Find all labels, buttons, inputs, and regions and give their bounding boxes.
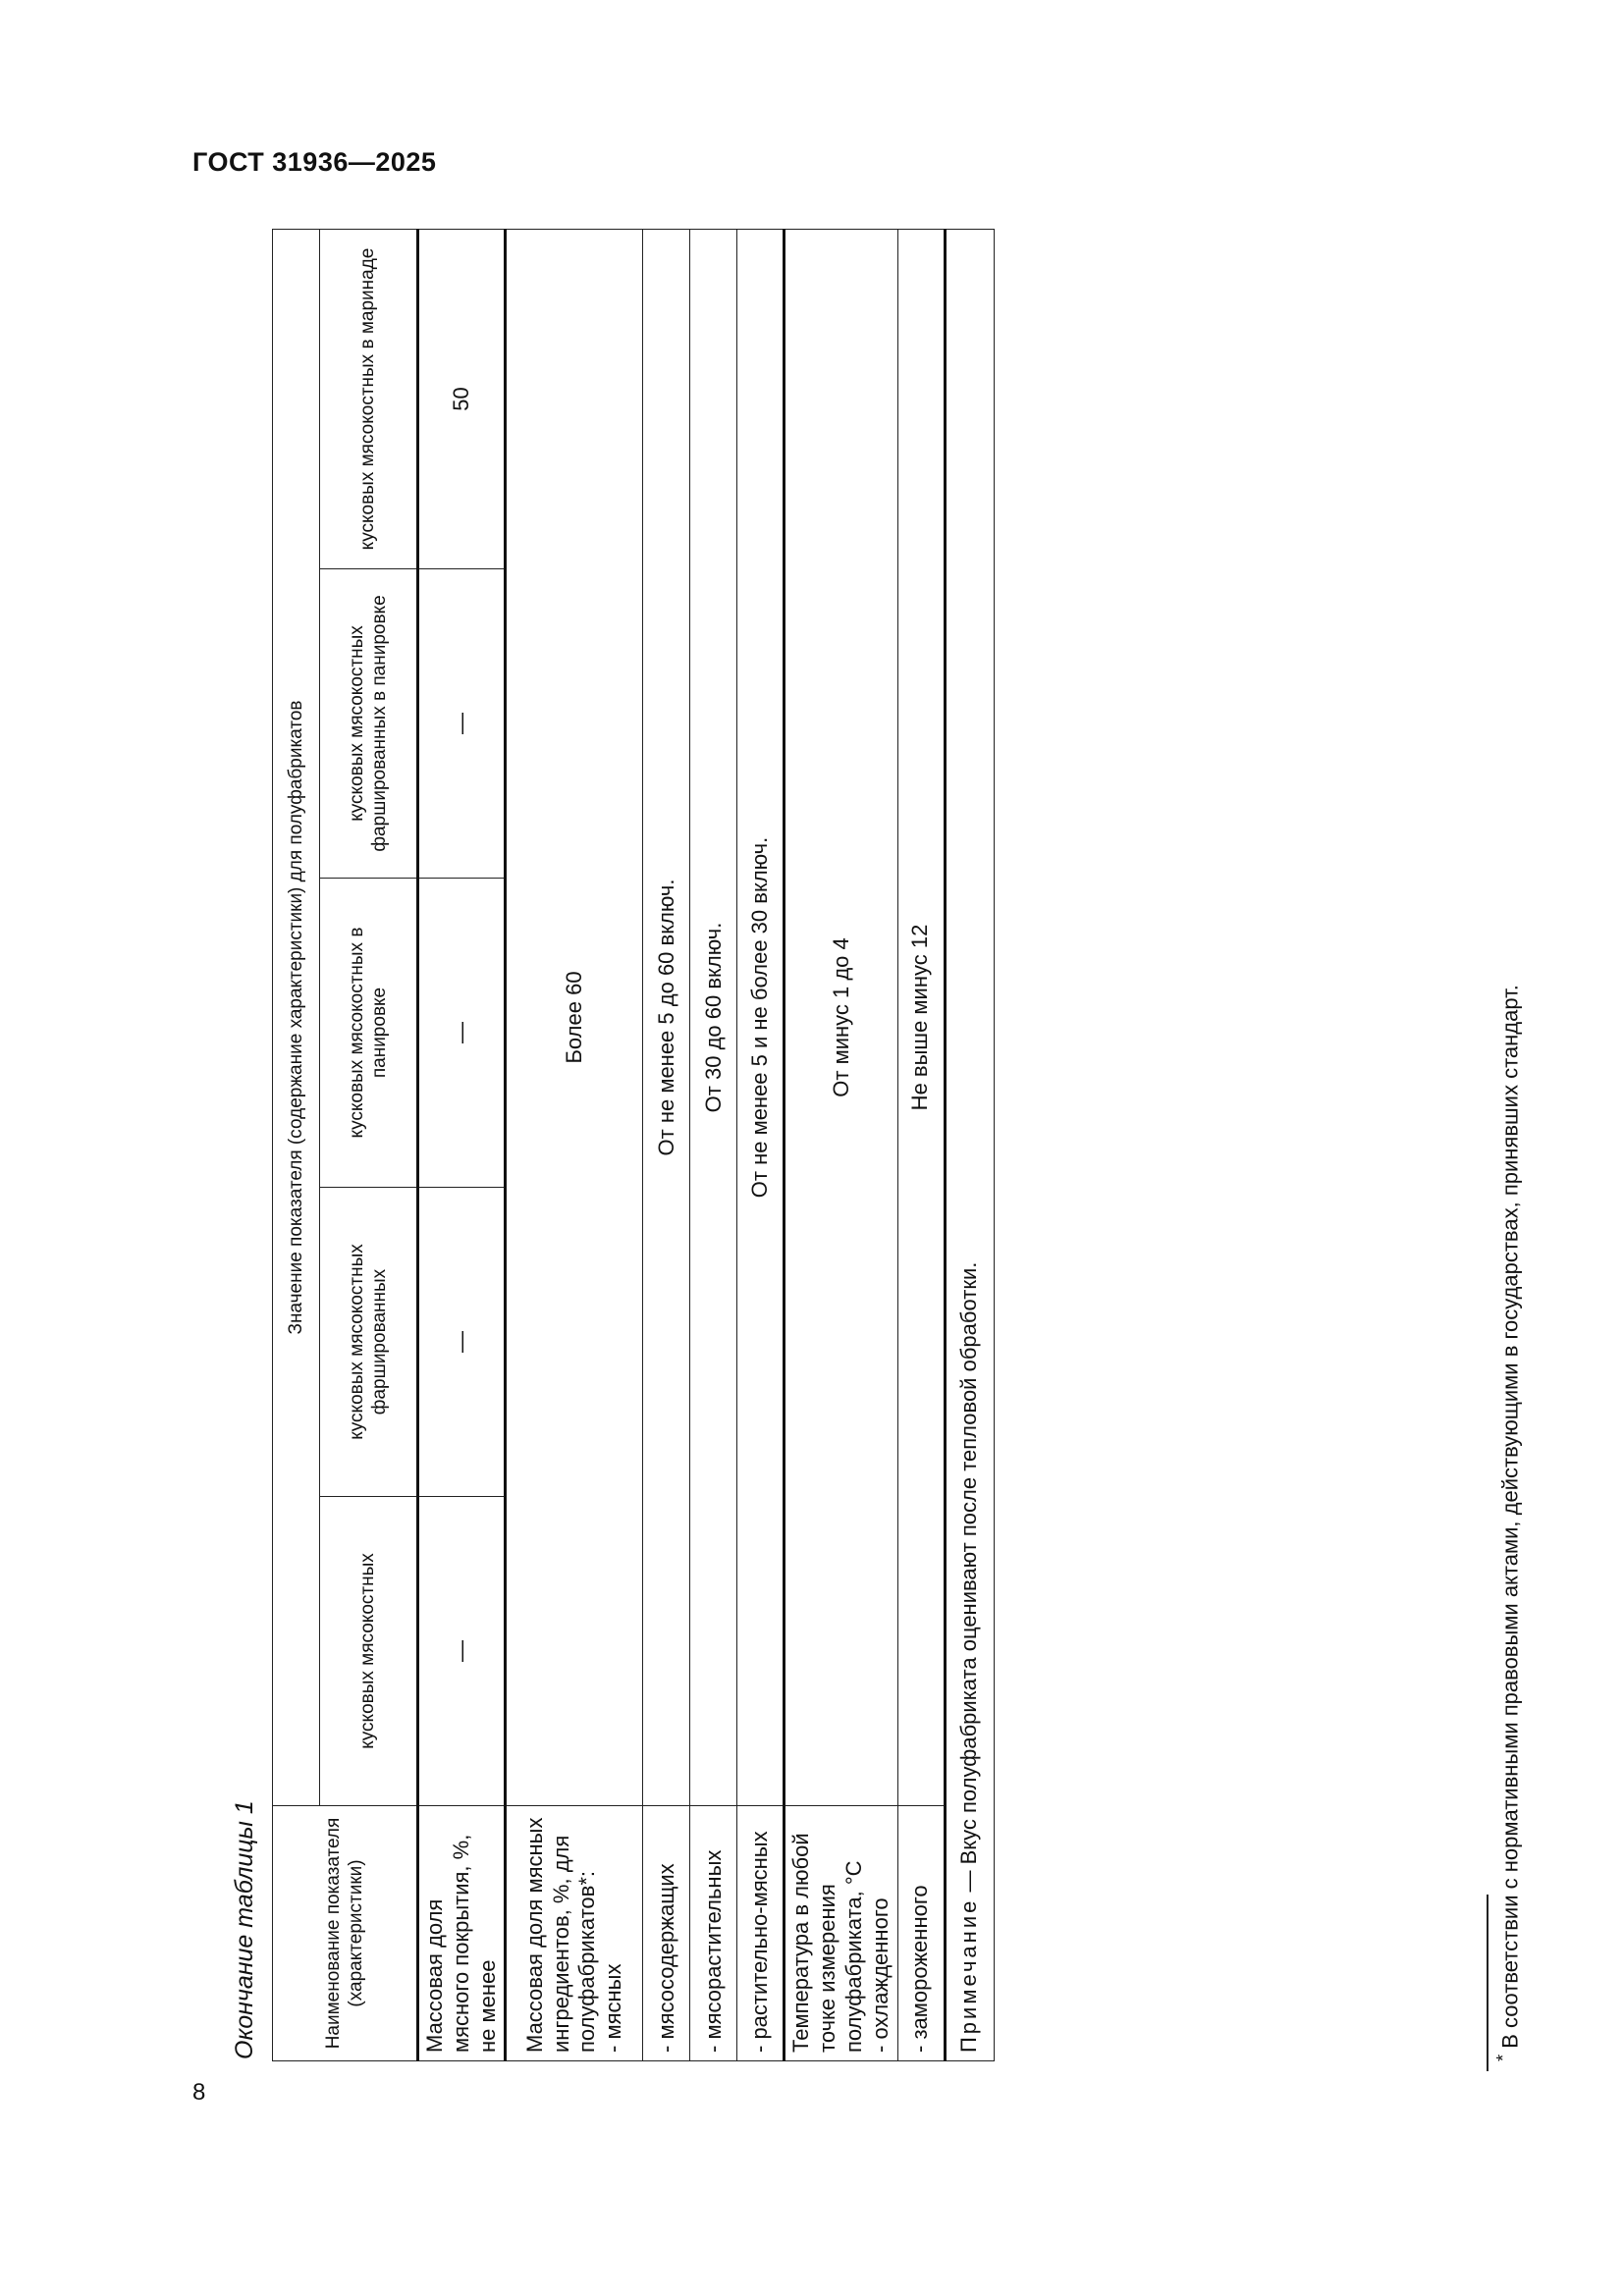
row-label: - мясосодержащих <box>643 1806 690 2061</box>
table-row <box>737 229 785 2060</box>
cell-value: — <box>418 569 506 879</box>
cell-value: — <box>418 879 506 1188</box>
row-label: - мясорастительных <box>690 1806 737 2061</box>
header-name-cell: Наименование показателя (характеристики) <box>273 1806 418 2061</box>
rotated-table-block <box>231 228 999 2061</box>
table-row <box>643 229 690 2060</box>
row-label: - растительно-мясных <box>737 1806 785 2061</box>
row-label <box>785 1806 897 2061</box>
column-header: кусковых мясокостных фаршированных в панировке <box>320 569 418 879</box>
cell-value: Более 60 <box>506 229 643 1805</box>
cell-value: 50 <box>418 229 506 568</box>
row-label-main: Температура в любой точке измерения полуфабриката, °С <box>788 1833 867 2053</box>
table-row <box>506 229 643 2060</box>
table-row <box>690 229 737 2060</box>
cell-value: От минус 1 до 4 <box>785 229 897 1805</box>
document-header: ГОСТ 31936—2025 <box>192 147 437 177</box>
table-caption: Окончание таблицы 1 <box>231 1800 258 2059</box>
row-label-sub: - мясных <box>601 1963 626 2053</box>
indicators-table <box>272 229 995 2061</box>
row-label-main: Массовая доля мясных ингредиентов, %, для полуфабрикатов*: <box>521 1817 600 2053</box>
cell-value: Не выше минус 12 <box>897 229 945 1805</box>
note-text: — Вкус полуфабриката оценивают после тепловой обработки. <box>956 1261 982 1898</box>
page-number: 8 <box>192 2079 206 2106</box>
row-label <box>506 1806 643 2061</box>
row-label: Массовая доля мясного покрытия, %, не менее <box>418 1806 506 2061</box>
cell-value: От 30 до 60 включ. <box>690 229 737 1805</box>
table-row <box>785 229 897 2060</box>
row-label-sub: - охлажденного <box>867 1897 893 2053</box>
table-row <box>897 229 945 2060</box>
row-label: - замороженного <box>897 1806 945 2061</box>
cell-value: — <box>418 1497 506 1806</box>
column-header: кусковых мясокостных фаршированных <box>320 1188 418 1497</box>
footnote-text: В соответствии с нормативными правовыми актами, действующими в государствах, принявших стандарт. <box>1497 985 1523 2049</box>
cell-value: От не менее 5 до 60 включ. <box>643 229 690 1805</box>
cell-value: — <box>418 1188 506 1497</box>
cell-value: От не менее 5 и не более 30 включ. <box>737 229 785 1805</box>
footnote-separator <box>1487 1895 1489 2071</box>
footnote <box>1492 785 1523 2061</box>
table-row <box>418 229 506 2060</box>
table-note-row <box>945 229 994 2060</box>
column-header: кусковых мясокостных в панировке <box>320 879 418 1188</box>
footnote-mark: * <box>1492 2054 1513 2061</box>
table-note <box>945 229 994 2060</box>
column-header: кусковых мясокостных в маринаде <box>320 229 418 568</box>
group-header-cell: Значение показателя (содержание характеристики) для полуфабрикатов <box>273 229 320 1805</box>
note-label: Примечание <box>956 1897 982 2053</box>
column-header: кусковых мясокостных <box>320 1497 418 1806</box>
